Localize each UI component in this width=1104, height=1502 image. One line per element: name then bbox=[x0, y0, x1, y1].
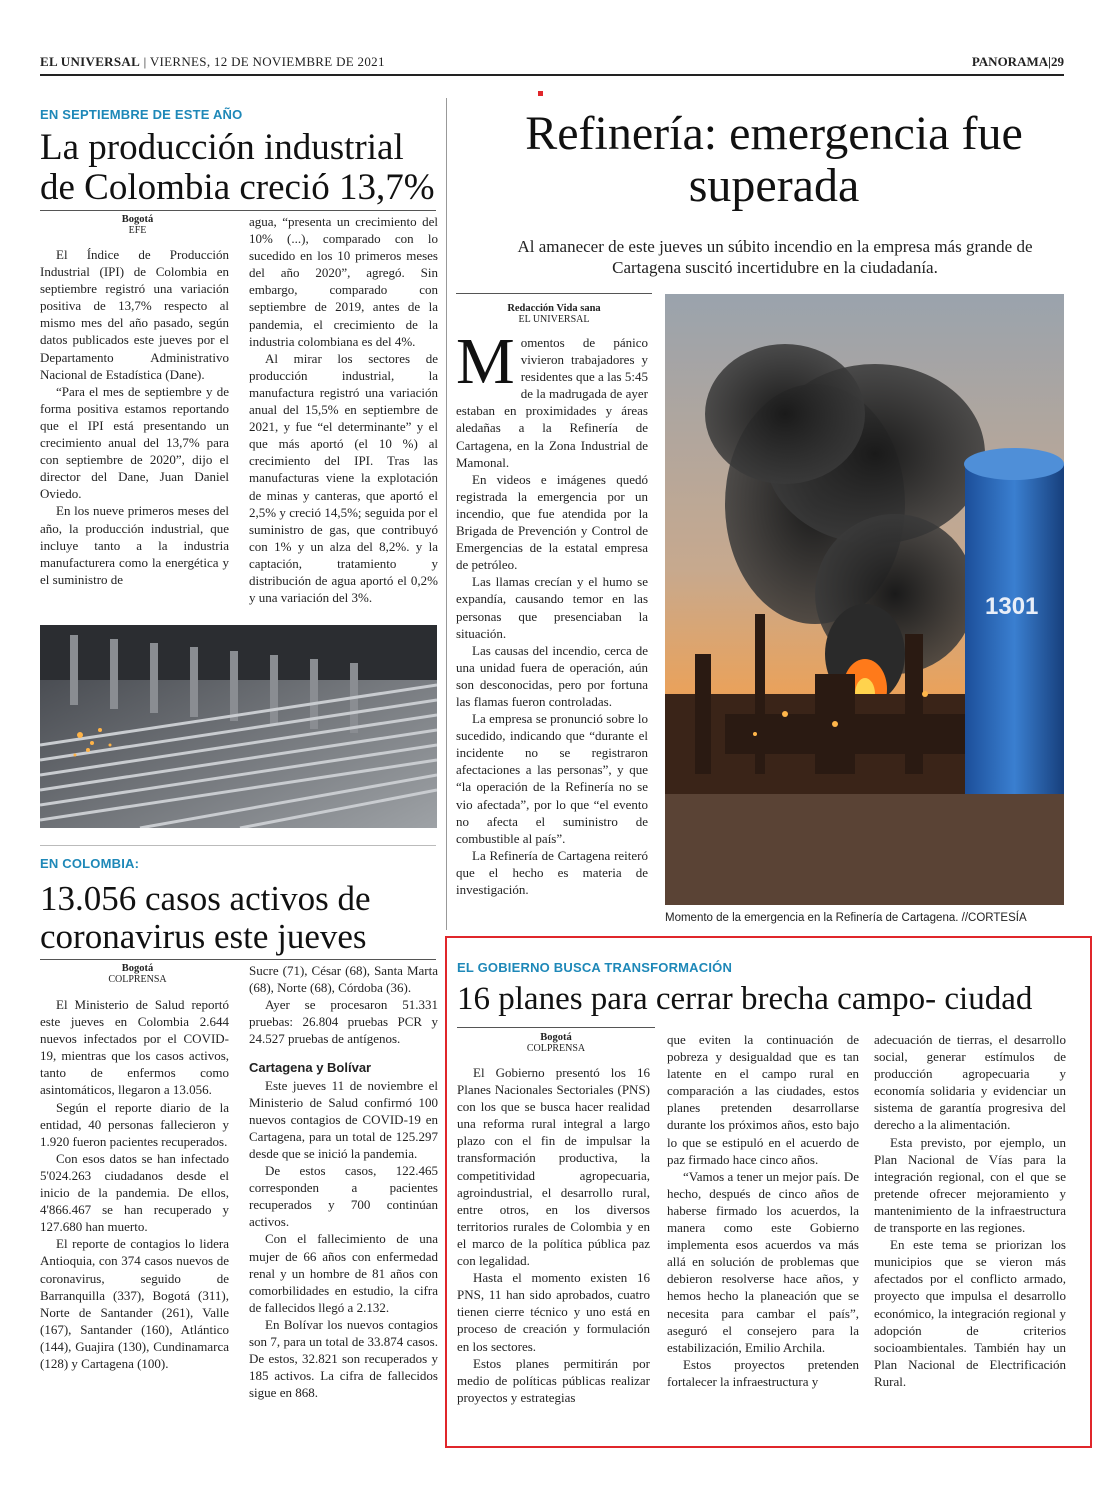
paragraph: “Vamos a tener un mejor país. De hecho, después de cinco años de haberse firmado los acuerdos, la manera como este Gobierno implementa esos acuerdos va más allá en solución de problemas que debieron resolverse hace años, y hemos hecho la planeación que se necesita para cambar el país”, aseguró el consejero para la estabilización, Emilio Archila. bbox=[667, 1168, 859, 1355]
paragraph: Las causas del incendio, cerca de una unidad fuera de operación, aún son desconocidas, pero por fortuna las flamas fueron controladas. bbox=[456, 642, 648, 709]
section-name: PANORAMA bbox=[971, 54, 1049, 69]
article1-byline bbox=[40, 214, 235, 236]
paragraph: Las llamas crecían y el humo se expandía, causando temor en las personas que presenciaban la situación. bbox=[456, 574, 648, 641]
article2-subhead: Cartagena y Bolívar bbox=[249, 1060, 372, 1076]
article4-rule bbox=[457, 1027, 655, 1028]
refinery-photo bbox=[665, 294, 1064, 905]
photo-caption bbox=[665, 912, 1065, 924]
paragraph: En videos e imágenes quedó registrada la emergencia por un incendio, que fue atendida por la Brigada de Prevención y Control de Emergencias de la estatal empresa de petróleo. bbox=[456, 471, 648, 573]
masthead-line: EL UNIVERSAL | VIERNES, 12 DE NOVIEMBRE DE 2021 bbox=[40, 54, 385, 69]
paragraph: Estos proyectos pretenden fortalecer la infraestructura y bbox=[667, 1356, 859, 1389]
byline-agency: COLPRENSA bbox=[526, 1043, 586, 1054]
paragraph: El Índice de Producción Industrial (IPI) de Colombia en septiembre registró una variación positiva de 13,7% respecto al mismo mes del año pasado, según datos publicados este jueves por el Departamento Administrativo Nacional de Estadística (Dane). bbox=[40, 247, 229, 382]
article4-byline bbox=[457, 1032, 655, 1054]
article4-col2 bbox=[667, 1031, 859, 1390]
paragraph: De estos casos, 122.465 corresponden a pacientes recuperados y 700 continúan activos. bbox=[249, 1163, 438, 1230]
article2-top-rule bbox=[40, 845, 436, 846]
paragraph: Con esos datos se han infectado 5'024.263 ciudadanos desde el inicio de la pandemia. De ellos, 4'866.467 se han recuperado y 127.680 han muerto. bbox=[40, 1150, 229, 1235]
column-divider bbox=[446, 98, 447, 930]
byline-agency: EL UNIVERSAL bbox=[518, 314, 590, 325]
caption-text: Momento de la emergencia en la Refinería de Cartagena. bbox=[665, 912, 959, 924]
article1-rule bbox=[40, 210, 436, 211]
article1-col2 bbox=[249, 213, 438, 606]
article2-rule bbox=[40, 959, 436, 960]
page-header bbox=[40, 52, 1064, 76]
article1-headline: La producción industrial de Colombia creció 13,7% bbox=[40, 127, 435, 208]
article3-headline: Refinería: emergencia fue superada bbox=[525, 107, 1023, 212]
paragraph: La empresa se pronunció sobre lo sucedido, indicando que “durante el incidente no se registraron afectaciones a las personas”, y que “la operación de la Refinería no se vio afectada”, por lo que “el evento no afecta el suministro de combustible al país”. bbox=[456, 711, 648, 846]
paragraph: En los nueve primeros meses del año, la producción industrial, que incluye tanto a la industria manufacturera como la energética y el suministro de bbox=[40, 503, 229, 587]
article3-body bbox=[456, 325, 648, 898]
paragraph: La Refinería de Cartagena reiteró que el hecho es materia de investigación. bbox=[456, 847, 648, 897]
paragraph: “Para el mes de septiembre y de forma positiva estamos reportando que el IPI está presentando un crecimiento anual del 13,7% para con septiembre de 2020”, dijo el director del Dane, Juan Daniel Oviedo. bbox=[40, 383, 229, 502]
article2-col1 bbox=[40, 996, 229, 1372]
article2-byline bbox=[40, 963, 235, 985]
article2-headline: 13.056 casos activos de coronavirus este jueves bbox=[40, 879, 371, 956]
byline-agency: COLPRENSA bbox=[108, 974, 167, 985]
paragraph: que eviten la continuación de pobreza y desigualdad que es tan latente en el campo rural en comparación a las ciudades, estos planes pretenden desarrollarse durante los próximos años, esto bajo lo que se estipuló en el acuerdo de paz firmado hace cinco años. bbox=[667, 1032, 859, 1167]
article2-col2 bbox=[249, 962, 438, 1401]
paragraph: Hasta el momento existen 16 PNS, 11 han sido aprobados, cuatro tienen cierre técnico y uno está en proceso de creación y formulación en los sectores. bbox=[457, 1270, 650, 1354]
article4-headline: 16 planes para cerrar brecha campo- ciudad bbox=[457, 981, 1033, 1017]
byline-agency: EFE bbox=[128, 225, 147, 236]
paragraph: Estos planes permitirán por medio de políticas públicas realizar proyectos y estrategias bbox=[457, 1355, 650, 1405]
article4-col1 bbox=[457, 1064, 650, 1406]
paper-name: EL UNIVERSAL bbox=[40, 54, 141, 69]
paragraph: Con el fallecimiento de una mujer de 66 años con enfermedad renal y un hombre de 81 años con comorbilidades en estudio, la cifra de fallecidos llegó a 2.132. bbox=[249, 1231, 438, 1315]
steel-bars-image bbox=[40, 625, 437, 828]
article3-byline bbox=[456, 303, 652, 325]
byline-place: Bogotá bbox=[540, 1032, 572, 1043]
photo-credit: //CORTESÍA bbox=[961, 912, 1027, 924]
byline-place: Bogotá bbox=[121, 214, 154, 225]
refinery-fire-image bbox=[665, 294, 1064, 905]
article4-col3 bbox=[874, 1031, 1066, 1390]
drop-cap: M bbox=[456, 325, 515, 398]
industrial-photo bbox=[40, 625, 437, 828]
paragraph: Al mirar los sectores de producción industrial, la manufactura registró una variación anual del 15,5% en septiembre de 2021, y fue “el determinante” y el que más aportó (el 10 %) al crecimiento del IPI. Tras las manufacturas viene la explotación de minas y canteras, que aportó el 2,5% y creció 14,5%; seguida por el suministro de gas, que contribuyó con 1% y un alza del 8,2%. y la captación, tratamiento y distribución de agua aportó el 0,2% y una variación del 3%. bbox=[249, 350, 438, 606]
paragraph: En este tema se priorizan los municipios que se vieron más afectados por el conflicto armado, proyecto que impulsa el desarrollo económico, la integración regional y adopción de criterios socioambientales. También hay un Plan Nacional de Electrificación Rural. bbox=[874, 1237, 1066, 1389]
paragraph: El Ministerio de Salud reportó este jueves en Colombia 2.644 nuevos infectados por el COVID-19, mientras que los casos activos, tanto de enfermos como asintomáticos, llegaron a 13.056. bbox=[40, 997, 229, 1098]
paragraph: agua, “presenta un crecimiento del 10% (...), comparado con lo sucedido en los 10 primeros meses del año 2020”, agregó. Sin embargo, comparado con septiembre de 2019, antes de la pandemia, el crecimiento de la industria colombiana es del 4%. bbox=[249, 214, 438, 349]
section-page: PANORAMA|29 bbox=[971, 54, 1064, 69]
issue-date: VIERNES, 12 DE NOVIEMBRE DE 2021 bbox=[149, 54, 385, 69]
article1-col1 bbox=[40, 246, 229, 588]
paragraph: omentos de pánico vivieron trabajadores y residentes que a las 5:45 de la madrugada de ayer estaban en proximidades y áreas aledañas a la Refinería de Cartagena, en la Zona Industrial de Mamonal. bbox=[456, 335, 648, 470]
paragraph: En Bolívar los nuevos contagios son 7, para un total de 33.874 casos. De estos, 32.821 son recuperados y 185 activos. La cifra de fallecidos sigue en 868. bbox=[249, 1316, 438, 1401]
page-number: 29 bbox=[1051, 54, 1064, 69]
article3-rule bbox=[456, 293, 652, 294]
paragraph: adecuación de tierras, el desarrollo social, generar estímulos de producción agropecuaria y economía solidaria y evidenciar un sistema de garantía progresiva del derecho a la alimentación. bbox=[874, 1032, 1066, 1133]
article2-kicker: EN COLOMBIA: bbox=[40, 856, 140, 871]
article3-deck: Al amanecer de este jueves un súbito incendio en la empresa más grande de Cartagena suscitó incertidubre en la ciudadanía. bbox=[517, 237, 1033, 277]
paragraph: El reporte de contagios lo lidera Antioquia, con 374 casos nuevos de coronavirus, seguido de Barranquilla (337), Bogotá (311), Norte de Santander (261), Valle (167), Santander (160), Atlántico (144), Guajira (130), Cundinamarca (128) y Cartagena (100). bbox=[40, 1236, 229, 1371]
paragraph: Este jueves 11 de noviembre el Ministerio de Salud confirmó 100 nuevos contagios de COVID-19 en Cartagena, para un total de 125.297 desde que se inició la pandemia. bbox=[249, 1077, 438, 1161]
article1-kicker: EN SEPTIEMBRE DE ESTE AÑO bbox=[40, 107, 243, 122]
tank-number: 1301 bbox=[985, 593, 1039, 620]
paragraph: Sucre (71), César (68), Santa Marta (68), Norte (68), Córdoba (36). bbox=[249, 963, 438, 996]
paragraph: Ayer se procesaron 51.331 pruebas: 26.804 pruebas PCR y 24.527 pruebas de antígenos. bbox=[249, 997, 438, 1047]
red-marker bbox=[538, 91, 543, 96]
paragraph: Esta previsto, por ejemplo, un Plan Nacional de Vías para la integración regional, con el que se pretende ofrecer mejoramiento y mantenimiento de la infraestructura de transporte en las regiones. bbox=[874, 1134, 1066, 1236]
paragraph: El Gobierno presentó los 16 Planes Nacionales Sectoriales (PNS) con los que se busca hacer realidad una reforma rural integral a largo plazo con el fin de impulsar la transformación productiva, la competitividad agropecuaria, agroindustrial, el desarrollo rural, entre otros, en los diversos territorios rurales de Colombia y en el marco de la política pública paz con legalidad. bbox=[457, 1065, 650, 1269]
paragraph: Según el reporte diario de la entidad, 40 personas fallecieron y 1.920 fueron pacientes recuperados. bbox=[40, 1099, 229, 1149]
byline-place: Bogotá bbox=[121, 963, 154, 974]
article4-kicker: EL GOBIERNO BUSCA TRANSFORMACIÓN bbox=[457, 960, 733, 975]
byline-place: Redacción Vida sana bbox=[507, 303, 601, 314]
